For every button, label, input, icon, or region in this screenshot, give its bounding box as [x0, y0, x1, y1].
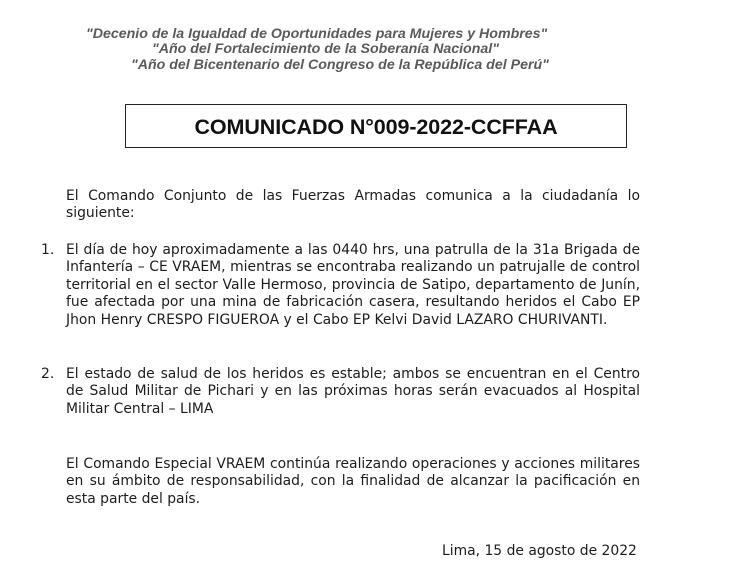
intro-paragraph: El Comando Conjunto de las Fuerzas Armadas comunica a la ciudadanía lo siguiente: [66, 188, 640, 222]
list-item-text: El día de hoy aproximadamente a las 0440 hrs, una patrulla de la 31a Brigada de Infantería – CE VRAEM, mientras se encontraba realizando un patrujalle de control territorial en el sector Valle Hermoso, provincia de Satipo, departamento de Junín, fue afectada por una mina de fabricación casera, resultando heridos el Cabo EP Jhon Henry CRESPO FIGUEROA y el Cabo EP Kelvi David LAZARO CHURIVANTI. [66, 242, 640, 328]
list-item-number: 2. [41, 366, 55, 382]
header-line-year-bicentennial: "Año del Bicentenario del Congreso de la República del Perú" [131, 57, 549, 73]
closing-paragraph: El Comando Especial VRAEM continúa realizando operaciones y acciones militares en su ámbito de responsabilidad, con la finalidad de alcanzar la pacificación en esta parte del país. [66, 456, 640, 507]
list-item-text: El estado de salud de los heridos es estable; ambos se encuentran en el Centro de Salud Militar de Pichari y en las próximas horas serán evacuados al Hospital Militar Central – LIMA [66, 366, 640, 417]
title-box [125, 104, 627, 148]
header-line-year-sovereignty: "Año del Fortalecimiento de la Soberanía Nacional" [152, 41, 499, 57]
list-item-number: 1. [41, 242, 55, 258]
date-line: Lima, 15 de agosto de 2022 [442, 543, 637, 559]
document-title: COMUNICADO N°009-2022-CCFFAA [194, 115, 558, 139]
header-line-decade: "Decenio de la Igualdad de Oportunidades para Mujeres y Hombres" [86, 26, 548, 42]
